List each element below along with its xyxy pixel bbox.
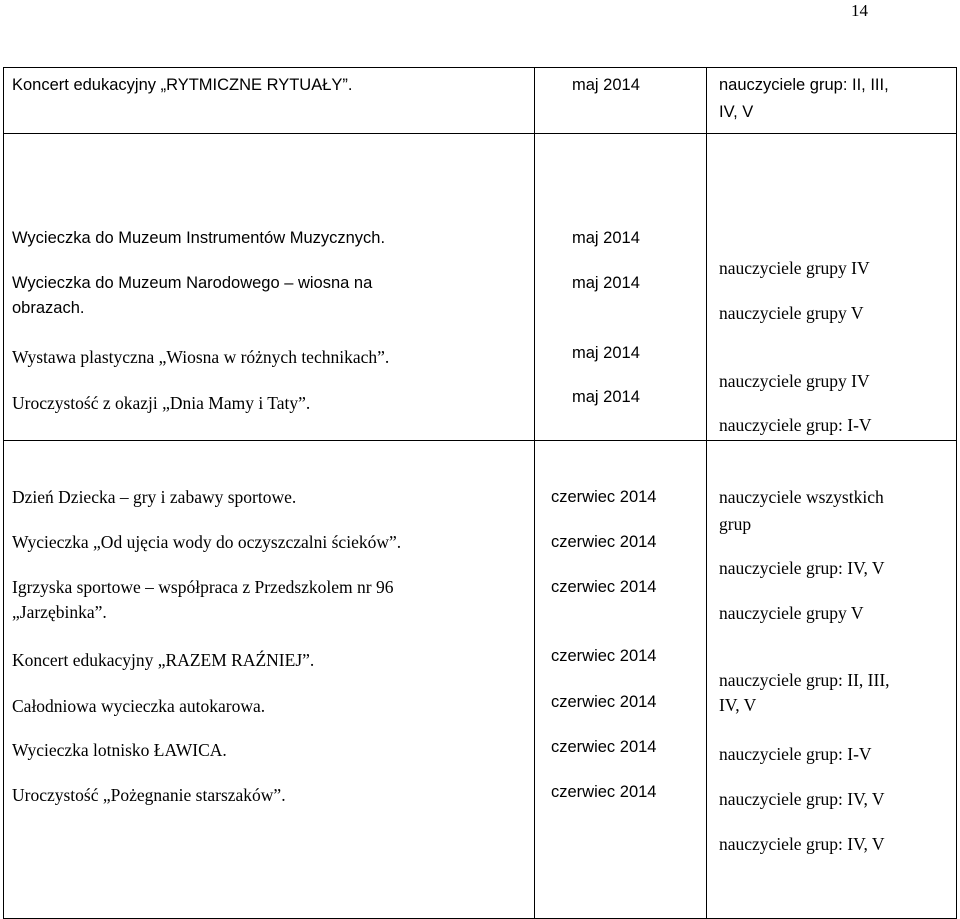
teacher-text: nauczyciele grup: II, III, [719, 76, 889, 94]
activities-cell [4, 134, 535, 441]
teacher-text: IV, V [719, 695, 757, 715]
activity-text: Wycieczka „Od ujęcia wody do oczyszczalni ścieków”. [12, 532, 402, 552]
teacher-text: nauczyciele grupy V [719, 303, 864, 323]
activity-text: Uroczystość z okazji „Dnia Mamy i Taty”. [12, 393, 311, 413]
teachers-cell [707, 441, 957, 919]
dates-cell [535, 68, 707, 134]
date-text: maj 2014 [572, 274, 640, 292]
teacher-text: nauczyciele grupy V [719, 603, 864, 623]
date-text: czerwiec 2014 [551, 533, 657, 551]
activities-cell [4, 68, 535, 134]
teachers-cell [707, 68, 957, 134]
table-row [4, 441, 957, 919]
teacher-text: nauczyciele grup: II, III, [719, 670, 890, 690]
table-row [4, 134, 957, 441]
date-text: maj 2014 [572, 76, 640, 94]
dates-cell [535, 134, 707, 441]
activity-text: Koncert edukacyjny „RYTMICZNE RYTUAŁY”. [12, 76, 353, 94]
activity-text: „Jarzębinka”. [12, 602, 107, 622]
teacher-text: nauczyciele grup: IV, V [719, 834, 885, 854]
teacher-text: nauczyciele grup: IV, V [719, 789, 885, 809]
activity-text: Wycieczka do Muzeum Instrumentów Muzycznych. [12, 229, 386, 247]
page-number: 14 [851, 1, 868, 20]
activity-text: Uroczystość „Pożegnanie starszaków”. [12, 785, 286, 805]
date-text: czerwiec 2014 [551, 488, 657, 506]
teacher-text: nauczyciele wszystkich [719, 487, 884, 507]
date-text: maj 2014 [572, 229, 640, 247]
activity-text: Wycieczka do Muzeum Narodowego – wiosna na [12, 274, 373, 292]
teacher-text: IV, V [719, 103, 754, 121]
teacher-text: grup [719, 514, 752, 534]
dates-cell [535, 441, 707, 919]
date-text: czerwiec 2014 [551, 738, 657, 756]
schedule-table [3, 67, 957, 919]
date-text: czerwiec 2014 [551, 783, 657, 801]
activity-text: obrazach. [12, 299, 85, 317]
teacher-text: nauczyciele grupy IV [719, 258, 870, 278]
activity-text: Całodniowa wycieczka autokarowa. [12, 696, 266, 716]
teacher-text: nauczyciele grup: I-V [719, 415, 872, 435]
date-text: maj 2014 [572, 388, 640, 406]
date-text: maj 2014 [572, 344, 640, 362]
date-text: czerwiec 2014 [551, 578, 657, 596]
date-text: czerwiec 2014 [551, 647, 657, 665]
table-row [4, 68, 957, 134]
activity-text: Dzień Dziecka – gry i zabawy sportowe. [12, 487, 297, 507]
activity-text: Igrzyska sportowe – współpraca z Przedszkolem nr 96 [12, 577, 394, 597]
activity-text: Wycieczka lotnisko ŁAWICA. [12, 740, 227, 760]
teacher-text: nauczyciele grupy IV [719, 371, 870, 391]
activity-text: Wystawa plastyczna „Wiosna w różnych technikach”. [12, 347, 390, 367]
activity-text: Koncert edukacyjny „RAZEM RAŹNIEJ”. [12, 650, 315, 670]
teacher-text: nauczyciele grup: I-V [719, 744, 872, 764]
date-text: czerwiec 2014 [551, 693, 657, 711]
activities-cell [4, 441, 535, 919]
teacher-text: nauczyciele grup: IV, V [719, 558, 885, 578]
teachers-cell [707, 134, 957, 441]
